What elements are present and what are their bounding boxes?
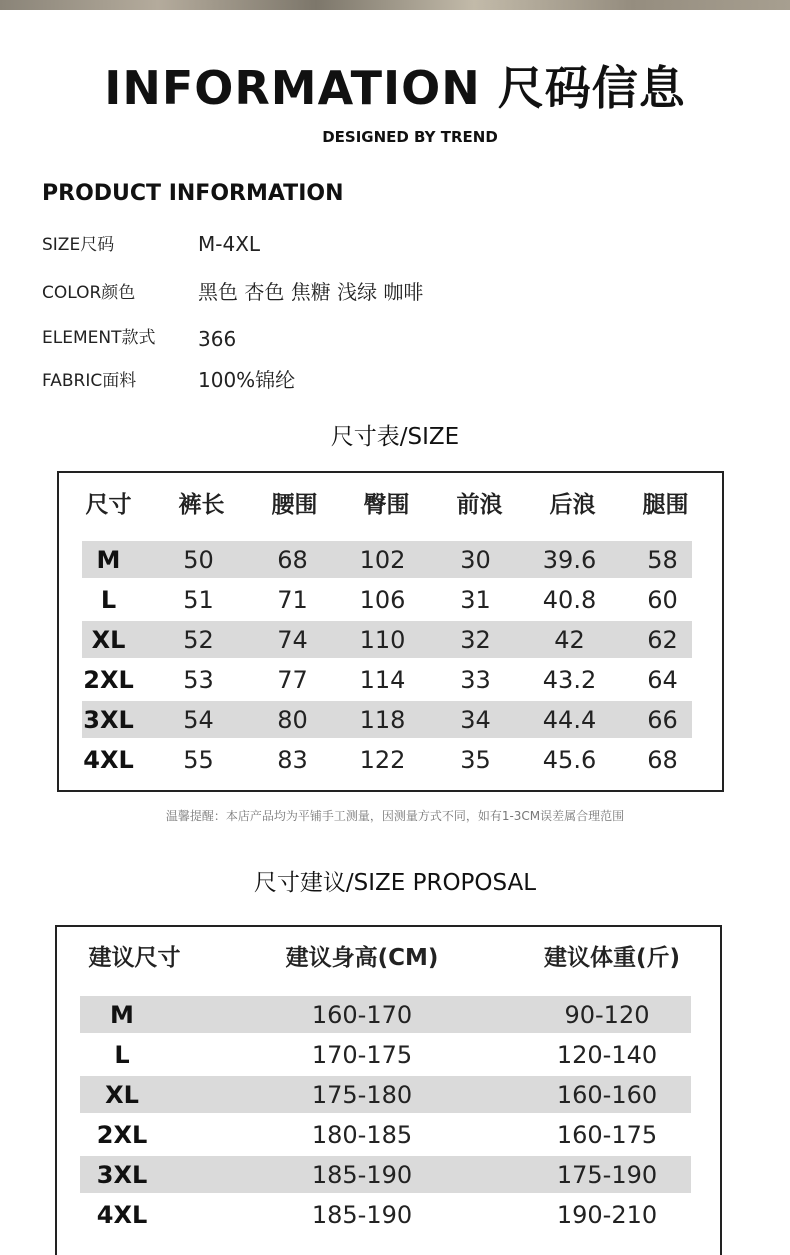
table-cell: 74: [277, 626, 308, 654]
table-cell: 34: [460, 706, 491, 734]
table-cell: 122: [359, 746, 406, 774]
size-row-label: 3XL: [96, 1161, 148, 1189]
table-cell: 185-190: [311, 1161, 413, 1189]
table-cell: 54: [183, 706, 214, 734]
table-cell: 80: [277, 706, 308, 734]
table-cell: 160-175: [556, 1121, 658, 1149]
size-col-header: 尺寸: [85, 492, 132, 518]
table-cell: 66: [647, 706, 678, 734]
table-cell: 175-190: [556, 1161, 658, 1189]
table-cell: 180-185: [311, 1121, 413, 1149]
recommended-size-header: 建议尺寸: [88, 945, 181, 971]
table-cell: 58: [647, 546, 678, 574]
size-row-label: 4XL: [96, 1201, 148, 1229]
proposal-table-caption: 尺寸建议/SIZE PROPOSAL: [253, 870, 537, 896]
size-row-label: 2XL: [96, 1121, 148, 1149]
measurement-note: 温馨提醒：本店产品均为平铺手工测量，因测量方式不同，如有1-3CM误差属合理范围: [165, 809, 625, 823]
table-cell: 114: [359, 666, 406, 694]
page-subtitle: DESIGNED BY TREND: [322, 128, 498, 146]
size-row-label: 3XL: [83, 706, 134, 734]
page-title: INFORMATION 尺码信息: [104, 61, 686, 115]
size-row-label: L: [100, 586, 117, 614]
table-cell: 102: [359, 546, 406, 574]
table-cell: 118: [359, 706, 406, 734]
recommended-height-header: 建议身高(CM): [285, 945, 439, 971]
size-value: M-4XL: [198, 232, 261, 256]
table-cell: 39.6: [542, 546, 597, 574]
size-row-label: M: [110, 1001, 134, 1029]
size-row-label: 2XL: [83, 666, 134, 694]
table-cell: 53: [183, 666, 214, 694]
size-row-label: XL: [91, 626, 126, 654]
table-cell: 120-140: [556, 1041, 658, 1069]
table-cell: 33: [460, 666, 491, 694]
recommended-weight-header: 建议体重(斤): [543, 945, 681, 971]
table-cell: 185-190: [311, 1201, 413, 1229]
table-cell: 90-120: [564, 1001, 650, 1029]
waist-col-header: 腰围: [271, 492, 318, 518]
table-cell: 44.4: [542, 706, 597, 734]
size-row-label: 4XL: [83, 746, 134, 774]
table-cell: 43.2: [542, 666, 597, 694]
size-row-label: L: [114, 1041, 130, 1069]
table-cell: 160-170: [311, 1001, 413, 1029]
element-value: 366: [198, 327, 237, 351]
table-cell: 68: [647, 746, 678, 774]
table-cell: 64: [647, 666, 678, 694]
size-row-label: M: [96, 546, 121, 574]
table-cell: 32: [460, 626, 491, 654]
table-cell: 68: [277, 546, 308, 574]
product-information-heading: PRODUCT INFORMATION: [42, 181, 344, 206]
table-cell: 55: [183, 746, 214, 774]
front-rise-col-header: 前浪: [456, 492, 503, 518]
size-table: [57, 471, 724, 792]
table-cell: 30: [460, 546, 491, 574]
table-cell: 83: [277, 746, 308, 774]
thigh-col-header: 腿围: [642, 492, 689, 518]
table-cell: 71: [277, 586, 308, 614]
table-cell: 40.8: [542, 586, 597, 614]
table-cell: 52: [183, 626, 214, 654]
table-cell: 31: [460, 586, 491, 614]
size-table-caption: 尺寸表/SIZE: [330, 424, 460, 450]
table-cell: 106: [359, 586, 406, 614]
hip-col-header: 臀围: [363, 492, 410, 518]
fabric-value: 100%锦纶: [198, 368, 296, 392]
table-cell: 50: [183, 546, 214, 574]
color-value: 黑色 杏色 焦糖 浅绿 咖啡: [198, 280, 424, 304]
table-cell: 51: [183, 586, 214, 614]
element-label: ELEMENT款式: [42, 328, 156, 348]
fabric-label: FABRIC面料: [42, 371, 137, 391]
table-cell: 62: [647, 626, 678, 654]
table-cell: 45.6: [542, 746, 597, 774]
table-cell: 110: [359, 626, 406, 654]
length-col-header: 裤长: [178, 492, 225, 518]
table-cell: 35: [460, 746, 491, 774]
size-proposal-table: [55, 925, 722, 1255]
table-cell: 175-180: [311, 1081, 413, 1109]
table-cell: 160-160: [556, 1081, 658, 1109]
color-label: COLOR颜色: [42, 283, 136, 303]
table-cell: 60: [647, 586, 678, 614]
table-cell: 170-175: [311, 1041, 413, 1069]
table-cell: 190-210: [556, 1201, 658, 1229]
size-label: SIZE尺码: [42, 235, 115, 255]
back-rise-col-header: 后浪: [549, 492, 596, 518]
table-cell: 42: [554, 626, 585, 654]
size-row-label: XL: [105, 1081, 139, 1109]
top-photo-strip: [0, 0, 790, 10]
table-cell: 77: [277, 666, 308, 694]
